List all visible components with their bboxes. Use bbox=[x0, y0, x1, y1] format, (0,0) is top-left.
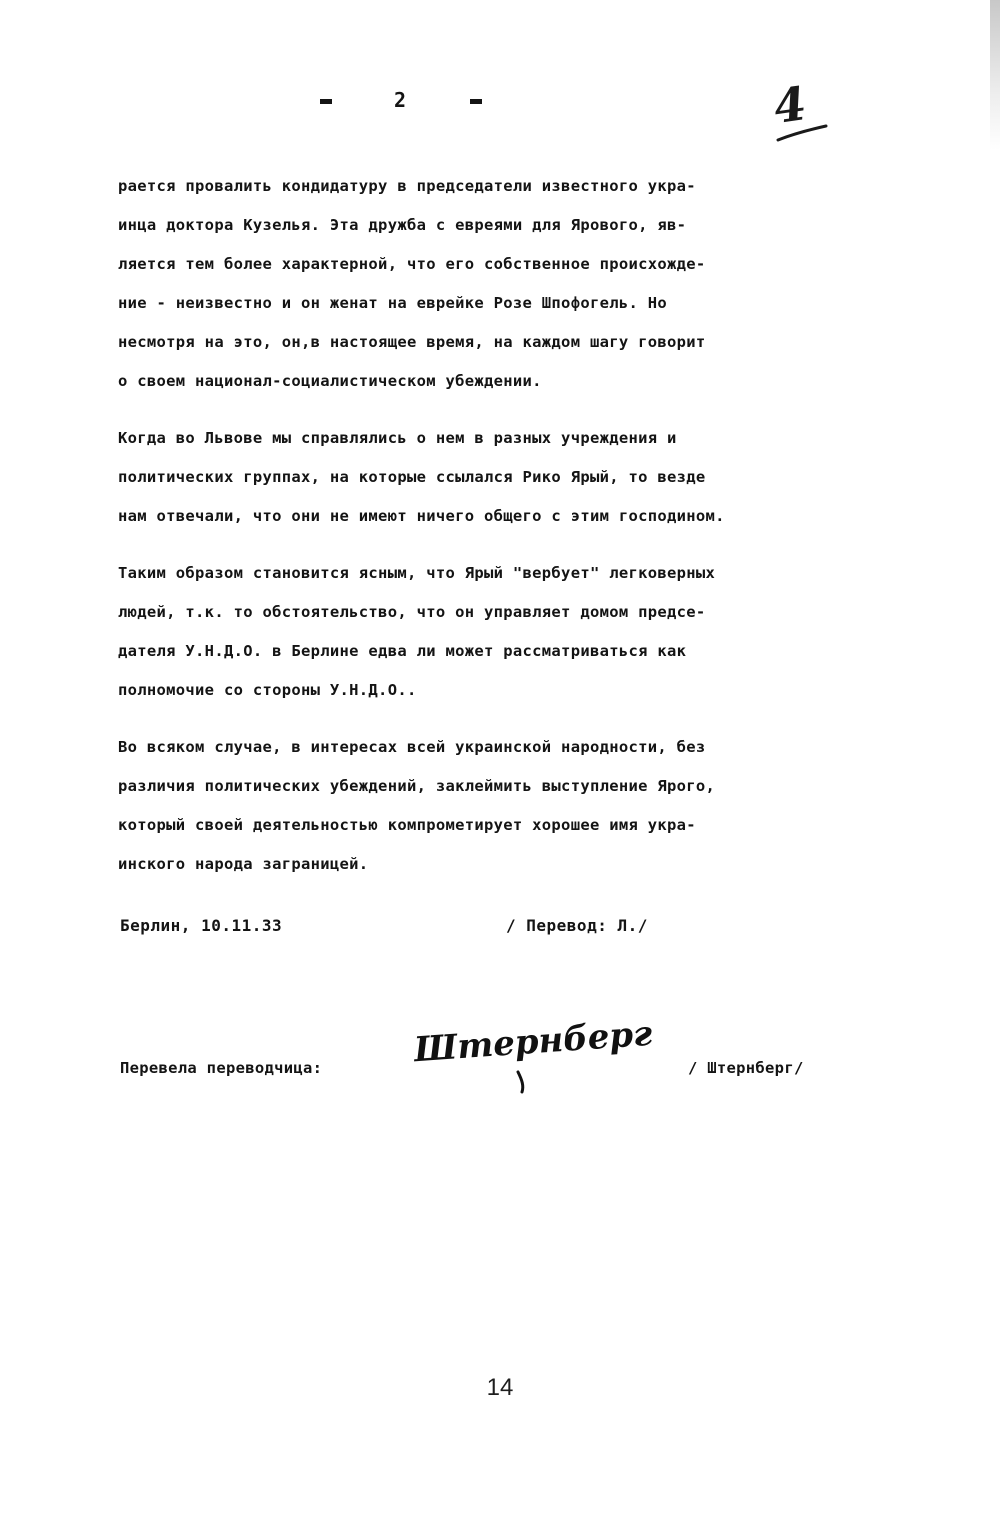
translated-by-label: Перевела переводчица: bbox=[120, 1059, 323, 1077]
text-line: Таким образом становится ясным, что Ярый "вербует" легковерных bbox=[118, 564, 716, 582]
place-date-row bbox=[118, 906, 878, 946]
text-line: инца доктора Кузелья. Эта дружба с евреями для Ярового, яв- bbox=[118, 216, 687, 234]
paragraph bbox=[118, 728, 878, 884]
text-line: дателя У.Н.Д.О. в Берлине едва ли может рассматриваться как bbox=[118, 642, 687, 660]
dash-left bbox=[320, 99, 332, 104]
text-line: Во всяком случае, в интересах всей украинской народности, без bbox=[118, 738, 706, 756]
page-number: 14 bbox=[486, 1374, 514, 1401]
paragraph bbox=[118, 419, 878, 536]
page-marker bbox=[320, 88, 482, 112]
folio-number-text: 4 bbox=[770, 76, 810, 134]
text-line: полномочие со стороны У.Н.Д.О.. bbox=[118, 681, 417, 699]
handwritten-folio-number bbox=[768, 72, 838, 152]
handwritten-signature bbox=[406, 1013, 654, 1094]
signature-text: Штернберг bbox=[412, 1013, 654, 1071]
text-line: несмотря на это, он,в настоящее время, на каждом шагу говорит bbox=[118, 333, 706, 351]
text-line: ляется тем более характерной, что его собственное происхожде- bbox=[118, 255, 706, 273]
translator-reference: / Перевод: Л./ bbox=[506, 916, 648, 935]
letter-body bbox=[118, 167, 878, 902]
signature-flourish bbox=[406, 1014, 596, 1094]
place-date: Берлин, 10.11.33 bbox=[120, 916, 283, 935]
text-line: о своем национал-социалистическом убеждении. bbox=[118, 372, 542, 390]
text-line: людей, т.к. то обстоятельство, что он управляет домом предсе- bbox=[118, 603, 706, 621]
paragraph bbox=[118, 167, 878, 401]
text-line: ние - неизвестно и он женат на еврейке Розе Шпофогель. Но bbox=[118, 294, 668, 312]
paragraph bbox=[118, 554, 878, 710]
folio-underline bbox=[768, 72, 838, 152]
text-line: который своей деятельностью компрометирует хорошее имя укра- bbox=[118, 816, 696, 834]
text-line: инского народа заграницей. bbox=[118, 855, 369, 873]
dash-right bbox=[470, 99, 482, 104]
text-line: различия политических убеждений, заклеймить выступление Ярого, bbox=[118, 777, 716, 795]
text-line: рается провалить кондидатуру в председатели известного укра- bbox=[118, 177, 696, 195]
signer-name: / Штернберг/ bbox=[688, 1059, 804, 1077]
text-line: политических группах, на которые ссылался Рико Ярый, то везде bbox=[118, 468, 706, 486]
page-marker-number: 2 bbox=[394, 88, 409, 112]
text-line: Когда во Львове мы справлялись о нем в разных учреждения и bbox=[118, 429, 677, 447]
signature-row bbox=[118, 1013, 878, 1102]
scan-edge-shadow bbox=[990, 0, 1000, 150]
text-line: нам отвечали, что они не имеют ничего общего с этим господином. bbox=[118, 507, 725, 525]
